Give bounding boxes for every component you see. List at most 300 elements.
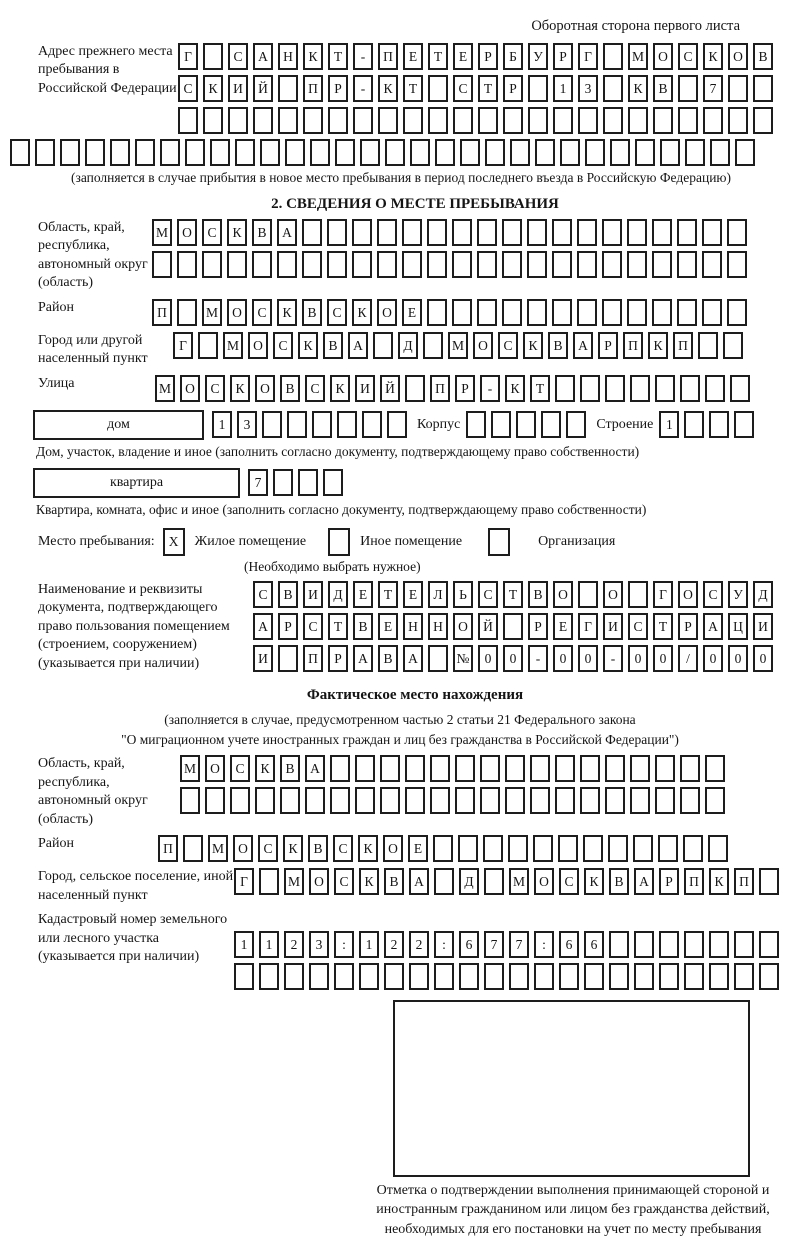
char-cell[interactable]: 7 [248, 469, 268, 496]
char-cell[interactable]: А [403, 645, 423, 672]
char-cell[interactable] [578, 581, 598, 608]
char-cell[interactable] [434, 963, 454, 990]
char-cell[interactable]: К [283, 835, 303, 862]
char-cell[interactable] [402, 219, 422, 246]
char-cell[interactable]: - [353, 43, 373, 70]
char-cell[interactable] [484, 868, 504, 895]
char-cell[interactable]: С [628, 613, 648, 640]
char-cell[interactable]: И [228, 75, 248, 102]
char-cell[interactable]: В [384, 868, 404, 895]
char-cell[interactable]: К [352, 299, 372, 326]
char-cell[interactable]: : [334, 931, 354, 958]
char-cell[interactable]: 0 [503, 645, 523, 672]
char-cell[interactable] [227, 251, 247, 278]
char-cell[interactable]: Й [380, 375, 400, 402]
checkbox-inoe-pomeshchenie[interactable] [328, 528, 350, 556]
char-cell[interactable] [677, 219, 697, 246]
char-cell[interactable]: Т [653, 613, 673, 640]
char-cell[interactable]: С [678, 43, 698, 70]
char-cell[interactable]: 0 [578, 645, 598, 672]
char-cell[interactable] [627, 251, 647, 278]
char-cell[interactable] [509, 963, 529, 990]
char-cell[interactable] [603, 75, 623, 102]
char-cell[interactable]: 7 [484, 931, 504, 958]
char-cell[interactable] [516, 411, 536, 438]
char-cell[interactable]: С [305, 375, 325, 402]
char-cell[interactable] [312, 411, 332, 438]
char-cell[interactable] [659, 931, 679, 958]
char-cell[interactable]: О [177, 219, 197, 246]
char-cell[interactable] [703, 107, 723, 134]
char-cell[interactable]: Г [653, 581, 673, 608]
char-cell[interactable]: У [528, 43, 548, 70]
char-cell[interactable]: О [227, 299, 247, 326]
char-cell[interactable]: Р [528, 613, 548, 640]
char-cell[interactable] [558, 835, 578, 862]
char-cell[interactable] [502, 299, 522, 326]
char-cell[interactable]: К [358, 835, 378, 862]
char-cell[interactable] [580, 755, 600, 782]
char-cell[interactable] [605, 755, 625, 782]
char-cell[interactable] [177, 299, 197, 326]
char-cell[interactable] [210, 139, 230, 166]
char-cell[interactable]: В [323, 332, 343, 359]
char-cell[interactable]: Р [328, 75, 348, 102]
char-cell[interactable] [478, 107, 498, 134]
char-cell[interactable]: К [277, 299, 297, 326]
char-cell[interactable]: С [178, 75, 198, 102]
char-cell[interactable]: С [334, 868, 354, 895]
char-cell[interactable] [552, 299, 572, 326]
char-cell[interactable]: М [152, 219, 172, 246]
char-cell[interactable]: К [298, 332, 318, 359]
char-cell[interactable] [528, 75, 548, 102]
char-cell[interactable] [727, 219, 747, 246]
char-cell[interactable] [385, 139, 405, 166]
char-cell[interactable]: Н [428, 613, 448, 640]
char-cell[interactable] [660, 139, 680, 166]
char-cell[interactable] [734, 931, 754, 958]
char-cell[interactable] [566, 411, 586, 438]
char-cell[interactable] [183, 835, 203, 862]
char-cell[interactable] [680, 755, 700, 782]
char-cell[interactable] [460, 139, 480, 166]
char-cell[interactable] [484, 963, 504, 990]
char-cell[interactable]: М [155, 375, 175, 402]
char-cell[interactable] [430, 755, 450, 782]
char-cell[interactable] [530, 755, 550, 782]
char-cell[interactable] [252, 251, 272, 278]
char-cell[interactable] [380, 755, 400, 782]
char-cell[interactable] [505, 787, 525, 814]
char-cell[interactable] [608, 835, 628, 862]
char-cell[interactable]: А [348, 332, 368, 359]
char-cell[interactable] [605, 375, 625, 402]
char-cell[interactable]: О [678, 581, 698, 608]
char-cell[interactable]: 1 [553, 75, 573, 102]
char-cell[interactable] [278, 645, 298, 672]
char-cell[interactable]: - [353, 75, 373, 102]
char-cell[interactable] [302, 251, 322, 278]
char-cell[interactable] [480, 787, 500, 814]
char-cell[interactable]: О [534, 868, 554, 895]
char-cell[interactable]: 3 [237, 411, 257, 438]
char-cell[interactable] [653, 107, 673, 134]
char-cell[interactable] [60, 139, 80, 166]
char-cell[interactable] [684, 963, 704, 990]
char-cell[interactable]: Й [253, 75, 273, 102]
char-cell[interactable]: 0 [753, 645, 773, 672]
char-cell[interactable]: О [205, 755, 225, 782]
char-cell[interactable]: К [303, 43, 323, 70]
char-cell[interactable] [285, 139, 305, 166]
char-cell[interactable]: О [180, 375, 200, 402]
char-cell[interactable]: Т [378, 581, 398, 608]
char-cell[interactable]: Р [328, 645, 348, 672]
char-cell[interactable] [552, 219, 572, 246]
char-cell[interactable] [630, 375, 650, 402]
char-cell[interactable] [698, 332, 718, 359]
char-cell[interactable]: К [505, 375, 525, 402]
char-cell[interactable] [702, 219, 722, 246]
char-cell[interactable] [503, 107, 523, 134]
char-cell[interactable] [410, 139, 430, 166]
char-cell[interactable] [483, 835, 503, 862]
char-cell[interactable]: Г [578, 613, 598, 640]
char-cell[interactable] [180, 787, 200, 814]
char-cell[interactable] [452, 219, 472, 246]
char-cell[interactable] [303, 107, 323, 134]
char-cell[interactable] [560, 139, 580, 166]
char-cell[interactable] [202, 251, 222, 278]
char-cell[interactable]: В [353, 613, 373, 640]
char-cell[interactable]: С [202, 219, 222, 246]
char-cell[interactable] [373, 332, 393, 359]
char-cell[interactable]: В [278, 581, 298, 608]
char-cell[interactable]: В [302, 299, 322, 326]
char-cell[interactable]: В [308, 835, 328, 862]
char-cell[interactable]: Е [403, 43, 423, 70]
char-cell[interactable] [352, 251, 372, 278]
char-cell[interactable]: Т [328, 43, 348, 70]
char-cell[interactable]: О [728, 43, 748, 70]
char-cell[interactable]: 0 [478, 645, 498, 672]
char-cell[interactable] [685, 139, 705, 166]
char-cell[interactable] [735, 139, 755, 166]
char-cell[interactable] [753, 107, 773, 134]
char-cell[interactable]: К [255, 755, 275, 782]
char-cell[interactable]: М [628, 43, 648, 70]
char-cell[interactable] [355, 755, 375, 782]
char-cell[interactable]: Е [402, 299, 422, 326]
char-cell[interactable]: К [203, 75, 223, 102]
char-cell[interactable]: Т [503, 581, 523, 608]
char-cell[interactable]: В [528, 581, 548, 608]
char-cell[interactable]: 0 [628, 645, 648, 672]
char-cell[interactable] [230, 787, 250, 814]
char-cell[interactable]: К [227, 219, 247, 246]
char-cell[interactable] [428, 75, 448, 102]
char-cell[interactable]: Д [753, 581, 773, 608]
char-cell[interactable]: П [303, 645, 323, 672]
char-cell[interactable] [505, 755, 525, 782]
char-cell[interactable] [452, 251, 472, 278]
char-cell[interactable] [527, 251, 547, 278]
char-cell[interactable]: А [277, 219, 297, 246]
char-cell[interactable] [534, 963, 554, 990]
char-cell[interactable]: О [653, 43, 673, 70]
char-cell[interactable]: Г [578, 43, 598, 70]
char-cell[interactable] [577, 299, 597, 326]
char-cell[interactable]: В [280, 755, 300, 782]
char-cell[interactable]: П [378, 43, 398, 70]
char-cell[interactable] [628, 581, 648, 608]
char-cell[interactable]: К [648, 332, 668, 359]
char-cell[interactable] [427, 299, 447, 326]
char-cell[interactable] [705, 787, 725, 814]
char-cell[interactable]: С [703, 581, 723, 608]
char-cell[interactable]: М [509, 868, 529, 895]
char-cell[interactable]: В [280, 375, 300, 402]
char-cell[interactable] [683, 835, 703, 862]
char-cell[interactable]: 7 [509, 931, 529, 958]
char-cell[interactable] [508, 835, 528, 862]
char-cell[interactable] [634, 963, 654, 990]
char-cell[interactable]: Ц [728, 613, 748, 640]
char-cell[interactable] [205, 787, 225, 814]
char-cell[interactable]: Д [459, 868, 479, 895]
char-cell[interactable] [727, 251, 747, 278]
char-cell[interactable] [480, 755, 500, 782]
char-cell[interactable]: О [309, 868, 329, 895]
char-cell[interactable]: С [252, 299, 272, 326]
char-cell[interactable] [355, 787, 375, 814]
checkbox-organizatsiya[interactable] [488, 528, 510, 556]
char-cell[interactable] [655, 375, 675, 402]
char-cell[interactable]: М [448, 332, 468, 359]
char-cell[interactable]: Н [278, 43, 298, 70]
char-cell[interactable]: И [603, 613, 623, 640]
char-cell[interactable] [553, 107, 573, 134]
char-cell[interactable] [680, 787, 700, 814]
char-cell[interactable] [584, 963, 604, 990]
char-cell[interactable] [378, 107, 398, 134]
char-cell[interactable]: И [753, 613, 773, 640]
char-cell[interactable] [627, 219, 647, 246]
char-cell[interactable] [152, 251, 172, 278]
char-cell[interactable]: 0 [728, 645, 748, 672]
char-cell[interactable]: В [378, 645, 398, 672]
char-cell[interactable]: С [205, 375, 225, 402]
char-cell[interactable] [502, 251, 522, 278]
char-cell[interactable]: Р [278, 613, 298, 640]
char-cell[interactable]: К [359, 868, 379, 895]
char-cell[interactable]: Р [598, 332, 618, 359]
char-cell[interactable]: К [330, 375, 350, 402]
char-cell[interactable] [253, 107, 273, 134]
char-cell[interactable]: Т [328, 613, 348, 640]
char-cell[interactable] [485, 139, 505, 166]
char-cell[interactable] [477, 251, 497, 278]
char-cell[interactable] [380, 787, 400, 814]
char-cell[interactable] [198, 332, 218, 359]
char-cell[interactable]: П [152, 299, 172, 326]
char-cell[interactable] [530, 787, 550, 814]
char-cell[interactable]: К [230, 375, 250, 402]
char-cell[interactable] [728, 107, 748, 134]
char-cell[interactable]: 0 [553, 645, 573, 672]
char-cell[interactable] [552, 251, 572, 278]
char-cell[interactable] [477, 299, 497, 326]
char-cell[interactable]: С [303, 613, 323, 640]
char-cell[interactable]: 6 [584, 931, 604, 958]
char-cell[interactable] [759, 963, 779, 990]
char-cell[interactable] [430, 787, 450, 814]
char-cell[interactable]: С [453, 75, 473, 102]
char-cell[interactable]: Р [478, 43, 498, 70]
char-cell[interactable] [435, 139, 455, 166]
char-cell[interactable]: С [333, 835, 353, 862]
char-cell[interactable]: Е [453, 43, 473, 70]
char-cell[interactable] [327, 251, 347, 278]
char-cell[interactable] [278, 75, 298, 102]
char-cell[interactable]: Т [403, 75, 423, 102]
char-cell[interactable] [428, 107, 448, 134]
char-cell[interactable]: С [258, 835, 278, 862]
char-cell[interactable]: П [430, 375, 450, 402]
char-cell[interactable] [578, 107, 598, 134]
char-cell[interactable] [305, 787, 325, 814]
char-cell[interactable]: А [353, 645, 373, 672]
char-cell[interactable] [577, 219, 597, 246]
char-cell[interactable]: У [728, 581, 748, 608]
char-cell[interactable] [384, 963, 404, 990]
char-cell[interactable] [302, 219, 322, 246]
char-cell[interactable] [278, 107, 298, 134]
char-cell[interactable]: 7 [703, 75, 723, 102]
char-cell[interactable] [583, 835, 603, 862]
char-cell[interactable]: - [603, 645, 623, 672]
char-cell[interactable]: М [223, 332, 243, 359]
char-cell[interactable] [35, 139, 55, 166]
char-cell[interactable] [387, 411, 407, 438]
char-cell[interactable] [652, 219, 672, 246]
char-cell[interactable] [555, 787, 575, 814]
char-cell[interactable]: 6 [559, 931, 579, 958]
char-cell[interactable]: 1 [234, 931, 254, 958]
char-cell[interactable]: / [678, 645, 698, 672]
char-cell[interactable]: : [434, 931, 454, 958]
char-cell[interactable]: К [709, 868, 729, 895]
char-cell[interactable] [633, 835, 653, 862]
char-cell[interactable] [409, 963, 429, 990]
char-cell[interactable]: Е [353, 581, 373, 608]
char-cell[interactable]: К [584, 868, 604, 895]
char-cell[interactable] [610, 139, 630, 166]
char-cell[interactable] [602, 219, 622, 246]
char-cell[interactable] [453, 107, 473, 134]
char-cell[interactable]: М [208, 835, 228, 862]
char-cell[interactable]: Е [408, 835, 428, 862]
char-cell[interactable] [477, 219, 497, 246]
char-cell[interactable]: Г [178, 43, 198, 70]
char-cell[interactable] [362, 411, 382, 438]
char-cell[interactable] [609, 963, 629, 990]
char-cell[interactable] [330, 755, 350, 782]
char-cell[interactable] [491, 411, 511, 438]
char-cell[interactable]: П [734, 868, 754, 895]
char-cell[interactable] [630, 755, 650, 782]
char-cell[interactable] [259, 868, 279, 895]
char-cell[interactable] [260, 139, 280, 166]
char-cell[interactable] [705, 755, 725, 782]
char-cell[interactable] [734, 411, 754, 438]
char-cell[interactable] [555, 375, 575, 402]
char-cell[interactable] [273, 469, 293, 496]
char-cell[interactable] [403, 107, 423, 134]
char-cell[interactable] [533, 835, 553, 862]
char-cell[interactable] [405, 755, 425, 782]
char-cell[interactable] [655, 787, 675, 814]
char-cell[interactable] [510, 139, 530, 166]
char-cell[interactable] [433, 835, 453, 862]
char-cell[interactable] [228, 107, 248, 134]
char-cell[interactable] [377, 251, 397, 278]
char-cell[interactable] [734, 963, 754, 990]
char-cell[interactable]: Р [503, 75, 523, 102]
char-cell[interactable] [353, 107, 373, 134]
char-cell[interactable]: О [473, 332, 493, 359]
char-cell[interactable] [603, 107, 623, 134]
char-cell[interactable] [580, 375, 600, 402]
char-cell[interactable]: 2 [284, 931, 304, 958]
char-cell[interactable]: 3 [578, 75, 598, 102]
char-cell[interactable]: Н [403, 613, 423, 640]
char-cell[interactable] [677, 299, 697, 326]
char-cell[interactable] [234, 963, 254, 990]
char-cell[interactable]: 2 [409, 931, 429, 958]
char-cell[interactable] [359, 963, 379, 990]
char-cell[interactable]: О [553, 581, 573, 608]
char-cell[interactable] [705, 375, 725, 402]
char-cell[interactable] [709, 963, 729, 990]
char-cell[interactable] [323, 469, 343, 496]
char-cell[interactable]: Р [455, 375, 475, 402]
char-cell[interactable] [330, 787, 350, 814]
char-cell[interactable] [702, 251, 722, 278]
char-cell[interactable]: С [228, 43, 248, 70]
char-cell[interactable]: Е [403, 581, 423, 608]
char-cell[interactable]: Д [398, 332, 418, 359]
char-cell[interactable] [405, 787, 425, 814]
char-cell[interactable] [405, 375, 425, 402]
char-cell[interactable] [427, 251, 447, 278]
char-cell[interactable]: 3 [309, 931, 329, 958]
char-cell[interactable]: Е [553, 613, 573, 640]
char-cell[interactable]: С [559, 868, 579, 895]
char-cell[interactable]: А [409, 868, 429, 895]
char-cell[interactable]: Т [478, 75, 498, 102]
char-cell[interactable]: 1 [659, 411, 679, 438]
char-cell[interactable]: А [703, 613, 723, 640]
char-cell[interactable]: В [548, 332, 568, 359]
char-cell[interactable] [684, 411, 704, 438]
char-cell[interactable] [185, 139, 205, 166]
char-cell[interactable]: С [498, 332, 518, 359]
char-cell[interactable]: А [305, 755, 325, 782]
char-cell[interactable] [678, 75, 698, 102]
char-cell[interactable] [235, 139, 255, 166]
